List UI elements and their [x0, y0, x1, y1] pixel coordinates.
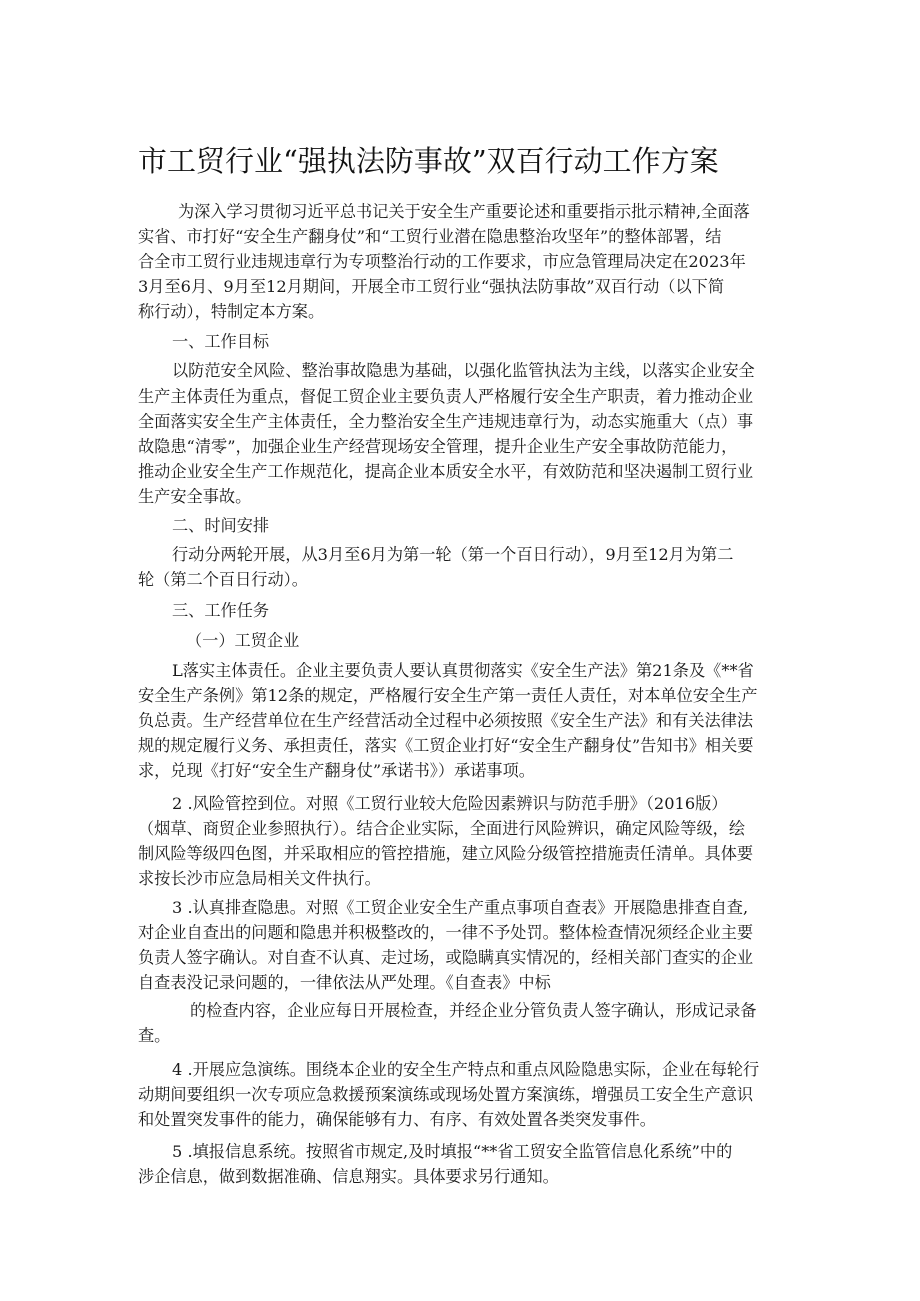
paragraph-line: 2 .风险管控到位。对照《工贸行业较大危险因素辨识与防范手册》（2016版）: [172, 794, 728, 813]
document-title: 市工贸行业“强执法防事故”双百行动工作方案: [138, 144, 719, 178]
paragraph-line: 全面落实安全生产主体责任，全力整治安全生产违规违章行为，动态实施重大（点）事: [138, 412, 754, 431]
paragraph-line: 4 .开展应急演练。围绕本企业的安全生产特点和重点风险隐患实际，企业在每轮行: [172, 1060, 760, 1079]
paragraph-line: 3月至6月、9月至12月期间，开展全市工贸行业“强执法防事故”双百行动（以下简: [138, 277, 725, 296]
section-heading: 三、工作任务: [172, 601, 270, 620]
paragraph-line: 规的规定履行义务、承担责任，落实《工贸企业打好“安全生产翻身仗”告知书》相关要: [138, 736, 754, 755]
paragraph-line: 行动分两轮开展，从3月至6月为第一轮（第一个百日行动），9月至12月为第二: [172, 545, 734, 564]
section-heading: 一、工作目标: [172, 332, 270, 351]
paragraph-line: 负总责。生产经营单位在生产经营活动全过程中必须按照《安全生产法》和有关法律法: [138, 711, 754, 730]
paragraph-line: 求按长沙市应急局相关文件执行。: [138, 869, 381, 888]
paragraph-line: 查。: [138, 1026, 171, 1045]
paragraph-line: 对企业自查出的问题和隐患并积极整改的，一律不予处罚。整体检查情况须经企业主要: [138, 923, 754, 942]
paragraph-line: 的检查内容，企业应每日开展检查，并经企业分管负责人签字确认，形成记录备: [190, 1001, 757, 1020]
paragraph-line: 故隐患“清零”，加强企业生产经营现场安全管理，提升企业生产安全事故防范能力，: [138, 437, 738, 456]
paragraph-line: 为深入学习贯彻习近平总书记关于安全生产重要论述和重要指示批示精神,全面落: [178, 202, 750, 221]
paragraph-line: 合全市工贸行业违规违章行为专项整治行动的工作要求，市应急管理局决定在2023年: [138, 252, 746, 271]
paragraph-line: 生产主体责任为重点，督促工贸企业主要负责人严格履行安全生产职责，着力推动企业: [138, 387, 754, 406]
paragraph-line: 5 .填报信息系统。按照省市规定,及时填报“**省工贸安全监管信息化系统”中的: [172, 1142, 733, 1161]
paragraph-line: 求，兑现《打好“安全生产翻身仗”承诺书》）承诺事项。: [138, 761, 535, 780]
section-heading: 二、时间安排: [172, 516, 270, 535]
subsection-heading: （一）工贸企业: [186, 631, 300, 650]
paragraph-line: 生产安全事故。: [138, 487, 252, 506]
paragraph-line: 动期间要组织一次专项应急救援预案演练或现场处置方案演练，增强员工安全生产意识: [138, 1085, 754, 1104]
paragraph-line: （烟草、商贸企业参照执行）。结合企业实际，全面进行风险辨识，确定风险等级，绘: [138, 819, 746, 838]
paragraph-line: 轮（第二个百日行动）。: [138, 570, 308, 589]
paragraph-line: 3 .认真排查隐患。对照《工贸企业安全生产重点事项自查表》开展隐患排查自查,: [172, 898, 749, 917]
paragraph-line: 制风险等级四色图，并采取相应的管控措施，建立风险分级管控措施责任清单。具体要: [138, 844, 754, 863]
paragraph-line: 称行动），特制定本方案。: [138, 302, 325, 321]
paragraph-line: 负责人签字确认。对自查不认真、走过场，或隐瞒真实情况的，经相关部门查实的企业: [138, 948, 754, 967]
paragraph-line: 实省、市打好“安全生产翻身仗”和“工贸行业潜在隐患整治攻坚年”的整体部署，结: [138, 227, 722, 246]
paragraph-line: 涉企信息，做到数据准确、信息翔实。具体要求另行通知。: [138, 1167, 559, 1186]
paragraph-line: 自查表没记录问题的，一律依法从严处理。《自查表》中标: [138, 973, 551, 992]
paragraph-line: 和处置突发事件的能力，确保能够有力、有序、有效处置各类突发事件。: [138, 1110, 656, 1129]
paragraph-line: 以防范安全风险、整治事故隐患为基础，以强化监管执法为主线，以落实企业安全: [172, 361, 755, 380]
paragraph-line: 推动企业安全生产工作规范化，提高企业本质安全水平，有效防范和坚决遏制工贸行业: [138, 462, 754, 481]
paragraph-line: L落实主体责任。企业主要负责人要认真贯彻落实《安全生产法》第21条及《**省: [172, 661, 754, 680]
paragraph-line: 安全生产条例》第12条的规定，严格履行安全生产第一责任人责任，对本单位安全生产: [138, 686, 758, 705]
